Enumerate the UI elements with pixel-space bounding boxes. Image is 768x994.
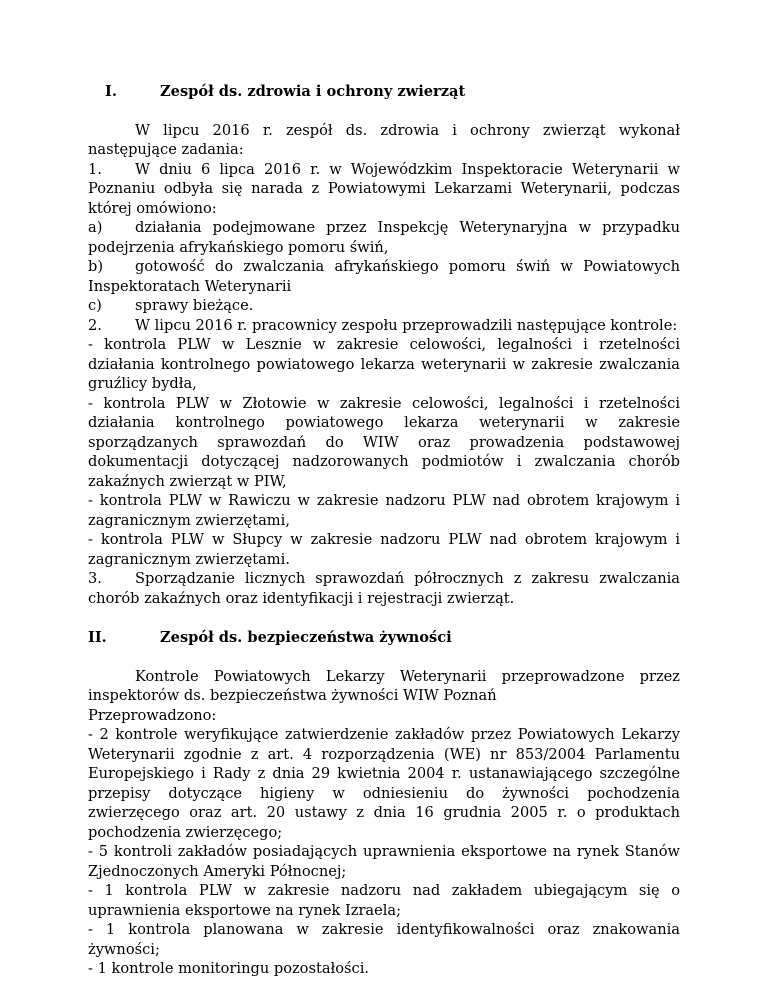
section-1-sub-a — [88, 218, 680, 257]
section-1-sub-c — [88, 296, 680, 316]
bezp-control-item-5: - 1 kontrole monitoringu pozostałości. — [88, 960, 370, 977]
sub-b-label: b) — [88, 258, 104, 275]
section-2-performed-label: Przeprowadzono: — [88, 706, 217, 724]
section-2-intro: Kontrole Powiatowych Lekarzy Weterynarii przeprowadzone przez inspektorów ds. bezpieczeństwa żywności WIW Poznań — [88, 667, 680, 704]
sub-c-label: c) — [88, 297, 102, 314]
control-item-zlotow: - kontrola PLW w Złotowie w zakresie celowości, legalności i rzetelności działania kontrolnego powiatowego lekarza weterynarii w zakresie sporządzanych sprawozdań do WIW oraz prowadzenia podstawowej dokumentacji dotyczącej nadzorowanych podmiotów i zwalczania chorób zakaźnych zwierząt w PIW, — [88, 394, 680, 490]
item-3-text: Sporządzanie licznych sprawozdań półrocznych z zakresu zwalczania chorób zakaźnych oraz identyfikacji i rejestracji zwierząt. — [88, 570, 680, 607]
section-1-item-2 — [88, 316, 680, 336]
sub-a-label: a) — [88, 219, 103, 236]
control-item-slupca: - kontrola PLW w Słupcy w zakresie nadzoru PLW nad obrotem krajowym i zagranicznym zwierzętami. — [88, 531, 680, 568]
section-2-heading — [88, 628, 680, 648]
sub-a-text: działania podejmowane przez Inspekcję Weterynaryjna w przypadku podejrzenia afrykańskiego pomoru świń, — [88, 219, 680, 256]
section-1-number: I. — [105, 83, 117, 100]
sub-c-text: sprawy bieżące. — [135, 297, 254, 314]
section-2-number: II. — [88, 629, 107, 646]
section-1-intro: W lipcu 2016 r. zespół ds. zdrowia i ochrony zwierząt wykonał następujące zadania: — [88, 121, 680, 158]
control-item-rawicz: - kontrola PLW w Rawiczu w zakresie nadzoru PLW nad obrotem krajowym i zagranicznym zwierzętami, — [88, 492, 680, 529]
section-2-title: Zespół ds. bezpieczeństwa żywności — [160, 629, 452, 646]
section-1-item-1 — [88, 160, 680, 219]
section-1-title: Zespół ds. zdrowia i ochrony zwierząt — [160, 83, 466, 100]
item-3-label: 3. — [88, 570, 102, 587]
section-1-heading — [88, 82, 680, 102]
sub-b-text: gotowość do zwalczania afrykańskiego pomoru świń w Powiatowych Inspektoratach Weterynarii — [88, 258, 680, 295]
bezp-control-item-3: - 1 kontrola PLW w zakresie nadzoru nad zakładem ubiegającym się o uprawnienia eksportowe na rynek Izraela; — [88, 882, 680, 919]
item-2-text: W lipcu 2016 r. pracownicy zespołu przeprowadzili następujące kontrole: — [135, 316, 678, 334]
item-2-label: 2. — [88, 316, 102, 334]
document-page — [88, 72, 680, 979]
bezp-control-item-4: - 1 kontrola planowana w zakresie identyfikowalności oraz znakowania żywności; — [88, 921, 680, 958]
section-1-sub-b — [88, 257, 680, 296]
bezp-control-item-1: - 2 kontrole weryfikujące zatwierdzenie zakładów przez Powiatowych Lekarzy Weterynarii zgodnie z art. 4 rozporządzenia (WE) nr 853/2004 Parlamentu Europejskiego i Rady z dnia 29 kwietnia 2004 r. ustanawiającego szczególne przepisy dotyczące higieny w odniesieniu do żywności pochodzenia zwierzęcego oraz art. 20 ustawy z dnia 16 grudnia 2005 r. o produktach pochodzenia zwierzęcego; — [88, 726, 680, 841]
item-1-text: W dniu 6 lipca 2016 r. w Wojewódzkim Inspektoracie Weterynarii w Poznaniu odbyła się narada z Powiatowymi Lekarzami Weterynarii, podczas której omówiono: — [88, 160, 680, 217]
bezp-control-item-2: - 5 kontroli zakładów posiadających uprawnienia eksportowe na rynek Stanów Zjednoczonych Ameryki Północnej; — [88, 843, 680, 880]
item-1-label: 1. — [88, 160, 102, 178]
section-1-item-3 — [88, 569, 680, 608]
control-item-leszno: - kontrola PLW w Lesznie w zakresie celowości, legalności i rzetelności działania kontrolnego powiatowego lekarza weterynarii w zakresie zwalczania gruźlicy bydła, — [88, 336, 680, 392]
